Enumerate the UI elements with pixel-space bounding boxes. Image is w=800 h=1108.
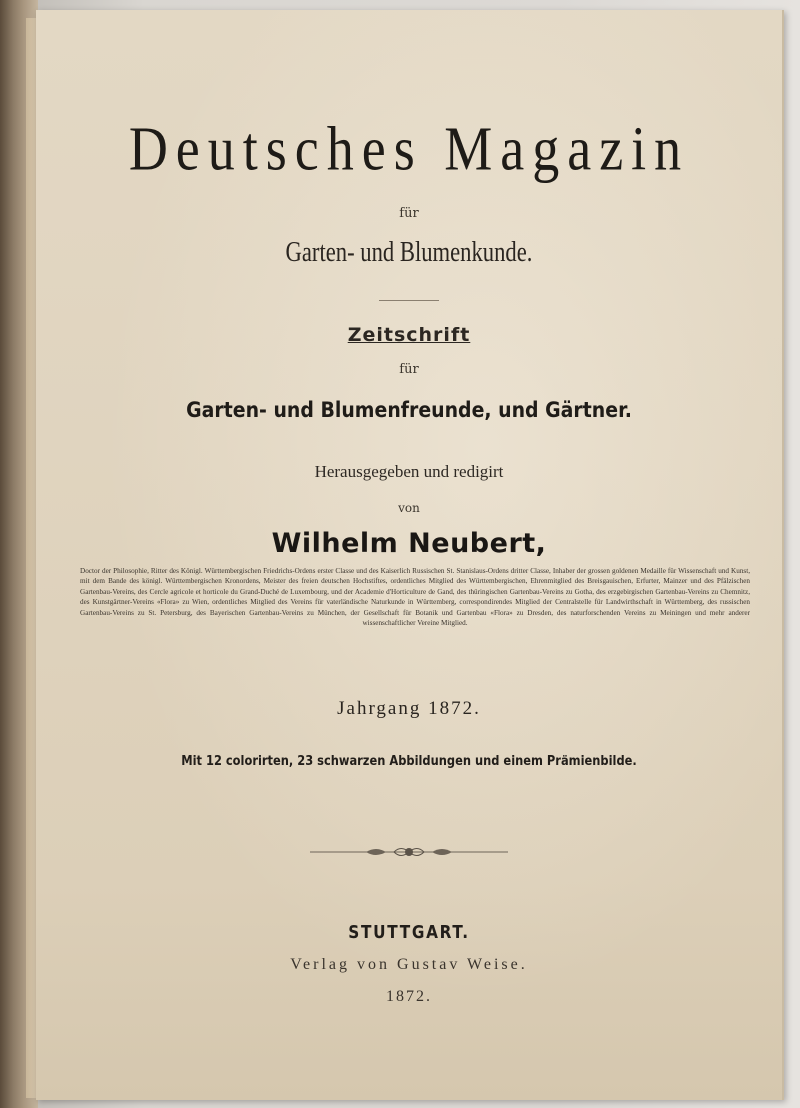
fuer-line-2: für [399,362,419,377]
journal-subtitle: Garten- und Blumenkunde. [285,236,533,268]
ornament-divider [306,842,512,862]
fuer-line-1: für [399,206,419,221]
volume-year: Jahrgang 1872. [337,698,481,719]
publication-year: 1872. [386,988,432,1005]
author-credentials: Doctor der Philosophie, Ritter des Königl. Württembergischen Friedrichs-Ordens erster Classe und des Kaiserlich Russischen St. Stanislaus-Ordens dritter Classe, Inhaber der grossen goldenen Medaille für Wissenschaft und Kunst, mit dem Bande des königl. Württembergischen Kronordens, Meister des freien deutschen Hochstiftes, ordentliches Mitglied des Württembergischen, Ehrenmitglied des Breisgauischen, Erfurter, Mainzer und des Pfälzischen Gartenbau-Vereins, des Cercle agricole et horticole du Grand-Duché de Luxembourg, und der Academie d'Horticulture de Gand, des thüringischen Gartenbau-Vereins zu Gotha, des erzgebirgischen Gartenbau-Vereins zu Chemnitz, des Kunstgärtner-Vereins «Flora» zu Wien, ordentliches Mitglied des Vereins für vaterländische Naturkunde in Württemberg, correspondirendes Mitglied der Centralstelle für Landwirthschaft in Württemberg, des russischen Gartenbau-Vereins zu St. Petersburg, des Bayerischen Gartenbau-Vereins zu München, der Gesellschaft für Botanik und Gartenbau «Flora» zu Dresden, des naturforschenden Vereins zu Meiningen und mehr anderer wissenschaftlicher Vereine Mitglied. [80,567,750,628]
publication-city: STUTTGART. [348,922,470,943]
von-line: von [398,501,420,515]
zeitschrift-label: Zeitschrift [347,324,471,346]
short-divider [379,300,439,301]
publisher-line: Verlag von Gustav Weise. [290,956,528,973]
author-name: Wilhelm Neubert, [271,528,547,559]
audience-line: Garten- und Blumenfreunde, und Gärtner. [186,398,632,422]
editor-line: Herausgegeben und redigirt [314,462,504,481]
journal-title: Deutsches Magazin [128,114,690,184]
title-page [36,10,784,1100]
illustrations-line: Mit 12 colorirten, 23 schwarzen Abbildungen und einem Prämienbilde. [181,754,637,769]
